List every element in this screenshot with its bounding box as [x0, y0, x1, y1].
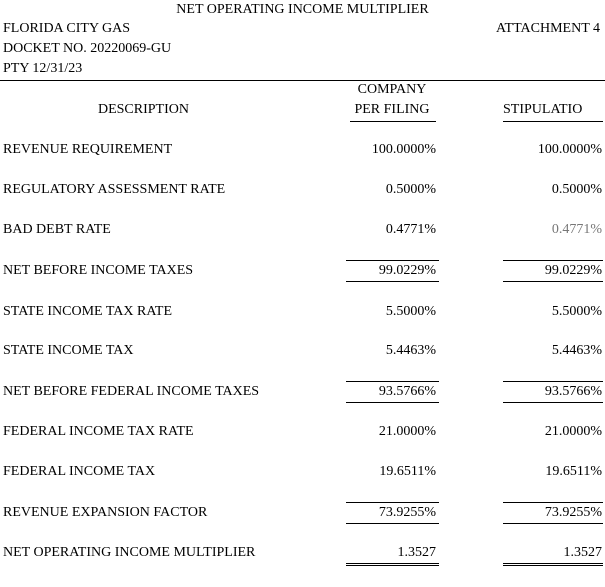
company-value: 99.0229%: [378, 263, 436, 278]
row-label: REVENUE EXPANSION FACTOR: [3, 505, 208, 520]
row-label: NET OPERATING INCOME MULTIPLIER: [3, 545, 256, 560]
stipulation-value: 21.0000%: [544, 424, 602, 439]
company-value: 93.5766%: [378, 384, 436, 399]
period-label: PTY 12/31/23: [3, 61, 83, 76]
subtotal-underline: [503, 523, 603, 524]
stipulation-value: 0.4771%: [551, 222, 602, 237]
company-value: 73.9255%: [378, 505, 436, 520]
row-label: STATE INCOME TAX: [3, 343, 134, 358]
subtotal-underline: [503, 402, 603, 403]
row-label: FEDERAL INCOME TAX RATE: [3, 424, 194, 439]
total-double-underline: [346, 563, 439, 566]
subtotal-underline: [503, 281, 603, 282]
row-label: NET BEFORE INCOME TAXES: [3, 263, 194, 278]
subtotal-rule: [503, 381, 603, 382]
docket-number: DOCKET NO. 20220069-GU: [3, 41, 172, 56]
row-label: NET BEFORE FEDERAL INCOME TAXES: [3, 384, 260, 399]
company-value: 5.4463%: [385, 343, 436, 358]
stipulation-value: 5.5000%: [551, 304, 602, 319]
company-value: 1.3527: [397, 545, 436, 560]
row-label: REGULATORY ASSESSMENT RATE: [3, 182, 226, 197]
subtotal-rule: [503, 260, 603, 261]
subtotal-rule: [346, 381, 439, 382]
column-header-company-line2: PER FILING: [354, 102, 430, 117]
subtotal-rule: [346, 260, 439, 261]
stipulation-value: 0.5000%: [551, 182, 602, 197]
row-label: FEDERAL INCOME TAX: [3, 464, 156, 479]
company-value: 21.0000%: [378, 424, 436, 439]
stipulation-header-underline: [503, 121, 603, 122]
row-label: BAD DEBT RATE: [3, 222, 111, 237]
company-name: FLORIDA CITY GAS: [3, 21, 131, 36]
company-value: 0.5000%: [385, 182, 436, 197]
column-header-company-line1: COMPANY: [357, 82, 427, 97]
stipulation-value: 93.5766%: [544, 384, 602, 399]
stipulation-value: 19.6511%: [545, 464, 602, 479]
attachment-label: ATTACHMENT 4: [495, 21, 600, 36]
stipulation-value: 1.3527: [563, 545, 602, 560]
stipulation-value: 5.4463%: [551, 343, 602, 358]
row-label: REVENUE REQUIREMENT: [3, 142, 173, 157]
company-value: 19.6511%: [379, 464, 436, 479]
document-title: NET OPERATING INCOME MULTIPLIER: [176, 2, 429, 17]
company-value: 5.5000%: [385, 304, 436, 319]
subtotal-underline: [346, 281, 439, 282]
stipulation-value: 100.0000%: [537, 142, 602, 157]
company-value: 0.4771%: [385, 222, 436, 237]
subtotal-rule: [346, 502, 439, 503]
column-header-stipulation: STIPULATIO: [503, 102, 583, 117]
header-divider: [0, 80, 605, 81]
total-double-underline: [503, 563, 603, 566]
column-header-description: DESCRIPTION: [97, 102, 189, 117]
subtotal-rule: [503, 502, 603, 503]
company-value: 100.0000%: [371, 142, 436, 157]
subtotal-underline: [346, 523, 439, 524]
stipulation-value: 73.9255%: [544, 505, 602, 520]
row-label: STATE INCOME TAX RATE: [3, 304, 172, 319]
subtotal-underline: [346, 402, 439, 403]
company-header-underline: [350, 121, 436, 122]
stipulation-value: 99.0229%: [544, 263, 602, 278]
